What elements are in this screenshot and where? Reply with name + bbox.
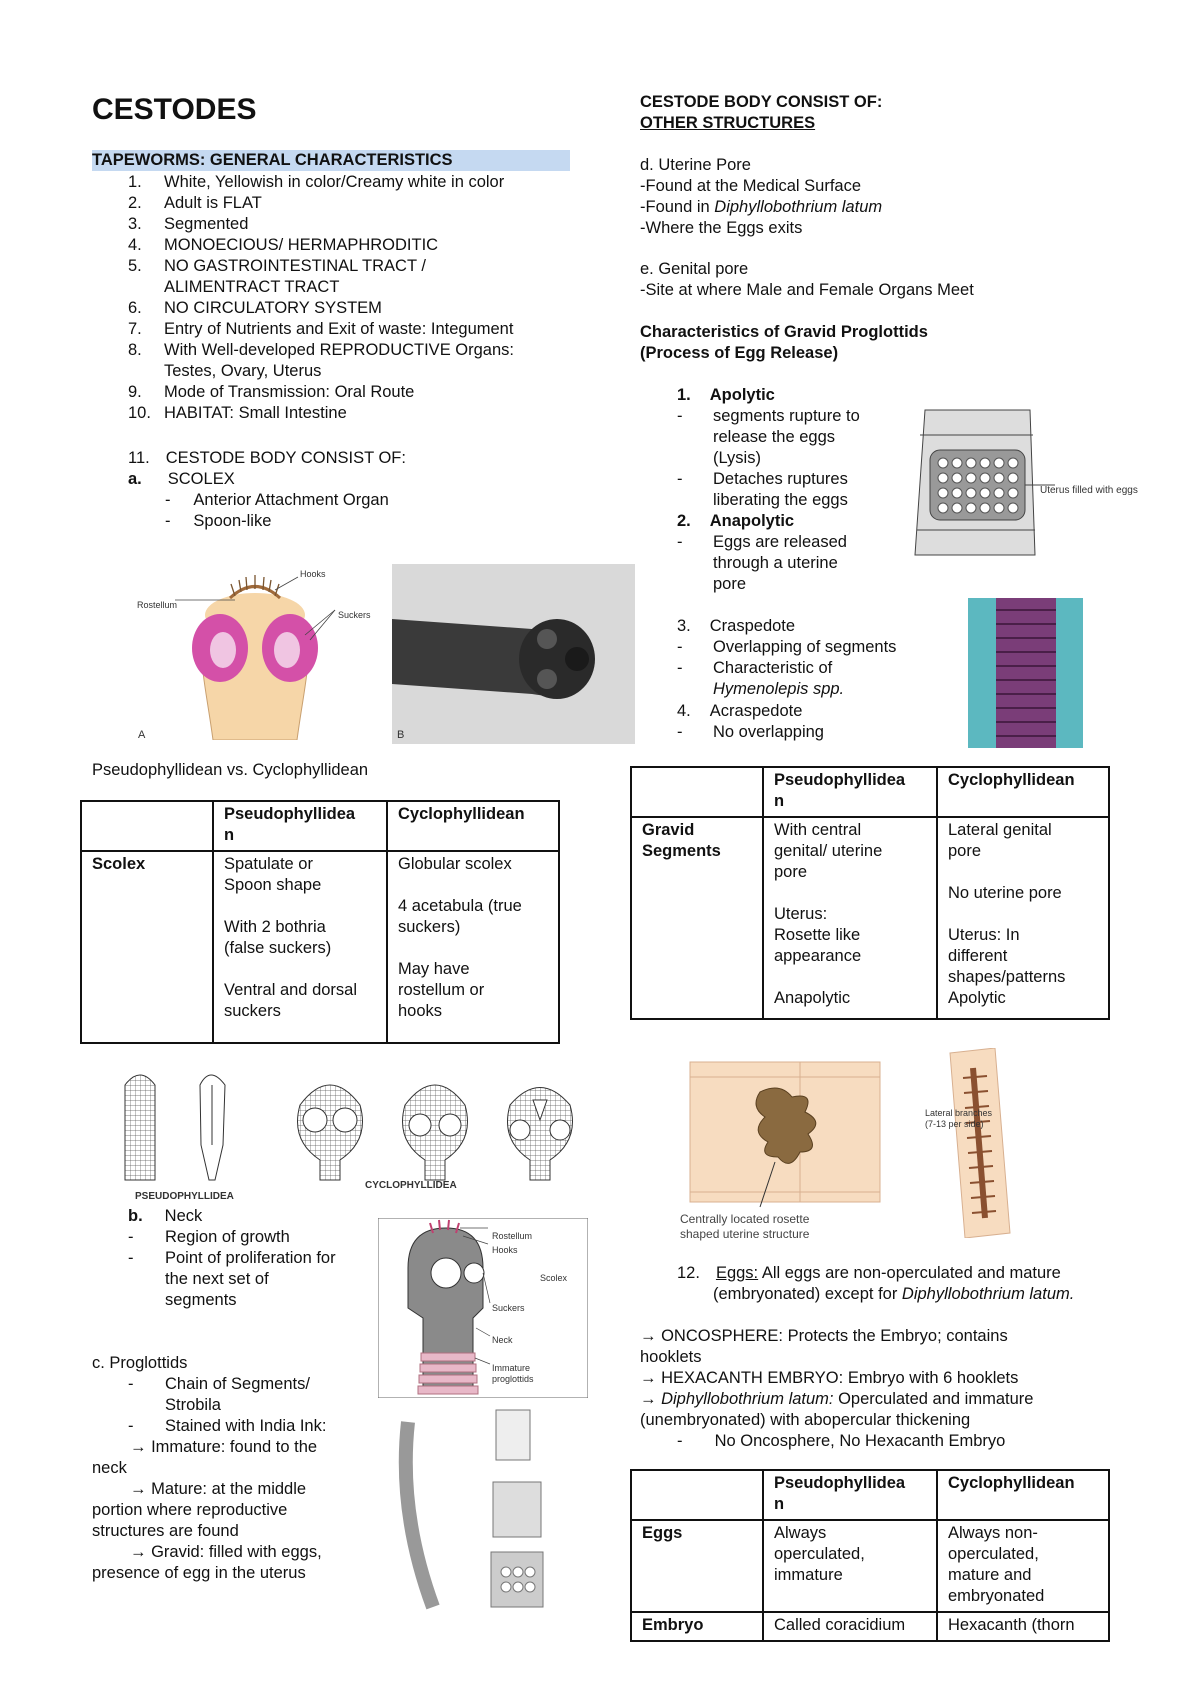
bullet-text: (Lysis) (713, 449, 761, 467)
caption-line: Lateral branches (925, 1108, 993, 1118)
cell-line: Hexacanth (thorn (948, 1616, 1075, 1634)
eggs-table (630, 1469, 1110, 1642)
cell-line: Uterus: In (948, 926, 1020, 944)
general-item (92, 340, 582, 361)
bullet-text: Characteristic of (713, 659, 833, 677)
craspedote-bullets (677, 637, 947, 700)
header-cyclo: Cyclophyllidean (387, 801, 559, 851)
scolex-heading: a. SCOLEX (128, 470, 235, 488)
cell-line: Anapolytic (774, 989, 851, 1007)
scolex-bullet: - Spoon-like (165, 512, 272, 530)
general-item (92, 361, 582, 382)
species-name: Diphyllobothrium latum: (661, 1390, 834, 1408)
cell-line (774, 883, 926, 904)
species-name: Diphyllobothrium latum (714, 198, 883, 216)
cell-line (398, 938, 548, 959)
cell-line: Ventral and dorsal (224, 981, 358, 999)
cell-line: hooks (398, 1002, 443, 1020)
cell-line: Spatulate or (224, 855, 313, 873)
item-text: Testes, Ovary, Uterus (164, 362, 322, 380)
embryo-note-line: (unembryonated) with abopercular thickening (640, 1411, 971, 1429)
genital-line: e. Genital pore (640, 260, 749, 278)
general-list (92, 172, 582, 424)
proglottid-line: → Gravid: filled with eggs, (130, 1543, 322, 1561)
cell-line: Always non- (948, 1524, 1038, 1542)
item-text: White, Yellowish in color/Creamy white in color (164, 173, 505, 191)
bullet-line (92, 1416, 377, 1437)
bullet-text: Overlapping of segments (713, 638, 897, 656)
cell-line: Called coracidium (774, 1616, 906, 1634)
item-text: MONOECIOUS/ HERMAPHRODITIC (164, 236, 439, 254)
general-item (92, 172, 582, 193)
cell-line: different (948, 947, 1008, 965)
bullet-text: release the eggs (713, 428, 836, 446)
cell-line (774, 967, 926, 988)
neck-bullets (128, 1227, 368, 1311)
item-number: 4. (128, 236, 142, 254)
bullet-dash: - (677, 470, 683, 488)
proglottid-line: presence of egg in the uterus (92, 1564, 306, 1582)
bullet-line (677, 679, 947, 700)
branched-uterus-diagram (925, 1048, 1025, 1238)
genital-line: -Site at where Male and Female Organs Meet (640, 281, 974, 299)
uterine-line (640, 197, 1180, 218)
gravid-heading-1: Characteristics of Gravid Proglottids (640, 323, 928, 341)
cell-line: Rosette like (774, 926, 861, 944)
bullet-text: Region of growth (165, 1228, 290, 1246)
item-text: NO CIRCULATORY SYSTEM (164, 299, 382, 317)
uterine-line: -Found at the Medical Surface (640, 177, 862, 195)
item-text: ALIMENTRACT TRACT (164, 278, 340, 296)
bullet-dash: - (128, 1375, 134, 1393)
embryo-note-line (640, 1389, 1185, 1410)
header-cyclo: Cyclophyllidean (937, 767, 1109, 817)
bullet-dash: - (128, 1249, 134, 1267)
cell-cyclo-gravid (937, 817, 1109, 1019)
cell-line: Lateral genital (948, 821, 1052, 839)
cell-line: mature and (948, 1566, 1032, 1584)
uterine-pore-block (640, 155, 1180, 239)
neck-label-neck: Neck (492, 1335, 513, 1345)
proglottid-line: neck (92, 1459, 127, 1477)
cell-line: suckers) (398, 918, 461, 936)
row-label-embryo: Embryo (631, 1612, 763, 1641)
item-number: 5. (128, 257, 142, 275)
row-label-gravid: Gravid Segments (631, 817, 763, 1019)
bullet-line (128, 1248, 368, 1269)
gravid-table (630, 766, 1110, 1020)
bullet-dash: - (677, 659, 683, 677)
bullet-text: segments (165, 1291, 237, 1309)
text-span: → (640, 1390, 662, 1408)
scolex-types-diagram (115, 1065, 605, 1205)
eggs-line-1: 12. Eggs: All eggs are non-operculated and mature (677, 1264, 1061, 1282)
bullet-line (677, 448, 897, 469)
bullet-line (677, 553, 897, 574)
cell-pseudo-eggs (763, 1520, 937, 1612)
cell-pseudo-gravid (763, 817, 937, 1019)
acraspedote-bullets (677, 722, 947, 743)
bullet-line (677, 574, 897, 595)
item-number: 8. (128, 341, 142, 359)
cell-line: immature (774, 1566, 843, 1584)
cell-line: shapes/patterns (948, 968, 1066, 986)
item-text: With Well-developed REPRODUCTIVE Organs: (164, 341, 514, 359)
text-span: Operculated and immature (833, 1390, 1034, 1408)
bullet-dash: - (128, 1228, 134, 1246)
cell-line: With central (774, 821, 862, 839)
item-text: Segmented (164, 215, 249, 233)
embryo-note-line: hooklets (640, 1348, 702, 1366)
table-corner (631, 767, 763, 817)
cell-line: No uterine pore (948, 884, 1062, 902)
genital-pore-block (640, 259, 1180, 301)
cell-line: appearance (774, 947, 862, 965)
item-text: Entry of Nutrients and Exit of waste: Integument (164, 320, 514, 338)
item-text: HABITAT: Small Intestine (164, 404, 347, 422)
cell-line: (false suckers) (224, 939, 332, 957)
other-heading-1: CESTODE BODY CONSIST OF: (640, 93, 883, 111)
cell-line: operculated, (774, 1545, 865, 1563)
anapolytic-bullets (677, 532, 897, 595)
bullet-line (677, 637, 947, 658)
header-pseudo: Pseudophyllidea n (763, 1470, 937, 1520)
general-item (92, 277, 582, 298)
item-text: NO GASTROINTESTINAL TRACT / (164, 257, 426, 275)
scolex-diagram (135, 560, 385, 740)
bullet-text: Chain of Segments/ (165, 1375, 310, 1393)
cell-line: genital/ uterine (774, 842, 883, 860)
bullet-text: segments rupture to (713, 407, 860, 425)
general-item (92, 214, 582, 235)
cell-line: With 2 bothria (224, 918, 326, 936)
neck-label-suckers: Suckers (492, 1303, 525, 1313)
proglottids-body (92, 1374, 377, 1584)
cell-cyclo-embryo (937, 1612, 1109, 1641)
general-item (92, 319, 582, 340)
cell-line: pore (774, 863, 808, 881)
cell-line (224, 959, 376, 980)
cell-line: embryonated (948, 1587, 1045, 1605)
bullet-text: Hymenolepis spp. (713, 680, 845, 698)
proglottid-line: structures are found (92, 1522, 239, 1540)
proglottid-line: portion where reproductive (92, 1501, 288, 1519)
branch-caption (925, 1108, 992, 1130)
header-pseudo: Pseudophyllidea n (763, 767, 937, 817)
apolytic-bullets (677, 406, 897, 511)
header-pseudo: Pseudophyllidea n (213, 801, 387, 851)
table-corner (81, 801, 213, 851)
cell-pseudo-embryo (763, 1612, 937, 1641)
item-11: 11. CESTODE BODY CONSIST OF: (128, 449, 406, 467)
item-number: 10. (128, 404, 151, 422)
scolex-photo (392, 564, 635, 744)
item-number: 3. (128, 215, 142, 233)
bullet-text: Detaches ruptures (713, 470, 848, 488)
bullet-line (677, 532, 897, 553)
bullet-line (677, 469, 897, 490)
apolytic-heading: 1. Apolytic (677, 386, 775, 404)
embryo-notes (640, 1326, 1185, 1431)
page-title: CESTODES (92, 93, 257, 126)
cell-cyclo-eggs (937, 1520, 1109, 1612)
embryo-note-line: → HEXACANTH EMBRYO: Embryo with 6 hooklets (640, 1369, 1019, 1387)
strobila-diagram (378, 1402, 588, 1612)
caption-line: Centrally located rosette (680, 1212, 810, 1226)
cell-line: rostellum or (398, 981, 485, 999)
neck-label-immature: Immature (492, 1363, 531, 1373)
scolex-bullet: - Anterior Attachment Organ (165, 491, 389, 509)
neck-label-hooks: Hooks (492, 1245, 518, 1255)
label-rostellum: Rostellum (137, 600, 178, 610)
cell-line: 4 acetabula (true (398, 897, 522, 915)
bullet-line (92, 1374, 377, 1395)
bullet-line (677, 490, 897, 511)
bullet-line (677, 658, 947, 679)
caption-line: shaped uterine structure (680, 1227, 810, 1241)
cell-line (948, 862, 1098, 883)
neck-label-rostellum: Rostellum (492, 1231, 533, 1241)
bullet-text: Stained with India Ink: (165, 1417, 327, 1435)
neck-heading: b. Neck (128, 1207, 203, 1225)
other-heading-2: OTHER STRUCTURES (640, 114, 816, 132)
bullet-text: Eggs are released (713, 533, 847, 551)
scolex-table (80, 800, 560, 1044)
rosette-uterus-diagram (680, 1052, 890, 1232)
craspedote-photo (968, 598, 1083, 748)
gravid-heading-2: (Process of Egg Release) (640, 344, 839, 362)
bullet-line (128, 1290, 368, 1311)
general-item (92, 193, 582, 214)
craspedote-heading: 3. Craspedote (677, 617, 796, 635)
general-item (92, 256, 582, 277)
bullet-text: liberating the eggs (713, 491, 848, 509)
cell-line (948, 904, 1098, 925)
label-suckers: Suckers (338, 610, 371, 620)
general-item (92, 382, 582, 403)
general-item (92, 298, 582, 319)
item-number: 6. (128, 299, 142, 317)
neck-label-proglottids: proglottids (492, 1374, 534, 1384)
label-a: A (138, 729, 146, 741)
bullet-line (677, 406, 897, 427)
bullet-text: the next set of (165, 1270, 269, 1288)
neck-diagram (378, 1218, 588, 1398)
bullet-line (677, 427, 897, 448)
cell-line (398, 875, 548, 896)
general-item (92, 403, 582, 424)
proglottid-line: → Immature: found to the (130, 1438, 318, 1456)
bullet-text: through a uterine (713, 554, 838, 572)
table-corner (631, 1470, 763, 1520)
bullet-text: pore (713, 575, 747, 593)
label-b: B (397, 729, 405, 741)
bullet-text: Point of proliferation for (165, 1249, 336, 1267)
cell-line: suckers (224, 1002, 281, 1020)
item-number: 9. (128, 383, 142, 401)
bullet-dash: - (677, 638, 683, 656)
cell-cyclo-scolex (387, 851, 559, 1043)
bullet-line (677, 722, 947, 743)
uterine-line: d. Uterine Pore (640, 156, 751, 174)
bullet-line (92, 1395, 377, 1416)
no-onco-bullet: - No Oncosphere, No Hexacanth Embryo (677, 1432, 1006, 1450)
item-text: Mode of Transmission: Oral Route (164, 383, 415, 401)
cell-line: Spoon shape (224, 876, 322, 894)
general-heading: TAPEWORMS: GENERAL CHARACTERISTICS (92, 150, 570, 171)
uterus-label: Uterus filled with eggs (1040, 485, 1138, 496)
bullet-line (128, 1269, 368, 1290)
bullet-dash: - (128, 1417, 134, 1435)
label-cyclo: CYCLOPHYLLIDEA (365, 1180, 457, 1191)
bullet-text: No overlapping (713, 723, 824, 741)
bullet-line (128, 1227, 368, 1248)
label-hooks: Hooks (300, 569, 326, 579)
cell-line (224, 896, 376, 917)
caption-line: (7-13 per side) (925, 1119, 984, 1129)
cell-line: operculated, (948, 1545, 1039, 1563)
bullet-dash: - (677, 723, 683, 741)
cell-line: Always (774, 1524, 827, 1542)
cell-line: May have (398, 960, 470, 978)
comparison-title: Pseudophyllidean vs. Cyclophyllidean (92, 761, 369, 779)
item-number: 2. (128, 194, 142, 212)
item-number: 1. (128, 173, 142, 191)
row-label-eggs: Eggs (631, 1520, 763, 1612)
proglottid-line: → Mature: at the middle (130, 1480, 307, 1498)
eggs-line-2: (embryonated) except for Diphyllobothrium latum. (713, 1285, 1075, 1303)
bullet-dash: - (677, 533, 683, 551)
rosette-caption (680, 1212, 809, 1242)
embryo-note-line: → ONCOSPHERE: Protects the Embryo; contains (640, 1327, 1008, 1345)
header-cyclo: Cyclophyllidean (937, 1470, 1109, 1520)
row-label-scolex: Scolex (81, 851, 213, 1043)
proglottids-heading: c. Proglottids (92, 1354, 188, 1372)
anapolytic-heading: 2. Anapolytic (677, 512, 795, 530)
bullet-text: Strobila (165, 1396, 221, 1414)
item-number: 7. (128, 320, 142, 338)
acraspedote-heading: 4. Acraspedote (677, 702, 803, 720)
bullet-dash: - (677, 407, 683, 425)
cell-line: Globular scolex (398, 855, 512, 873)
cell-pseudo-scolex (213, 851, 387, 1043)
text-span: -Found in (640, 198, 715, 216)
cell-line: pore (948, 842, 982, 860)
neck-label-scolex: Scolex (540, 1273, 568, 1283)
cell-line: Apolytic (948, 989, 1006, 1007)
cell-line: Uterus: (774, 905, 828, 923)
item-text: Adult is FLAT (164, 194, 262, 212)
label-pseudo: PSEUDOPHYLLIDEA (135, 1191, 234, 1202)
uterine-line: -Where the Eggs exits (640, 219, 803, 237)
general-item (92, 235, 582, 256)
